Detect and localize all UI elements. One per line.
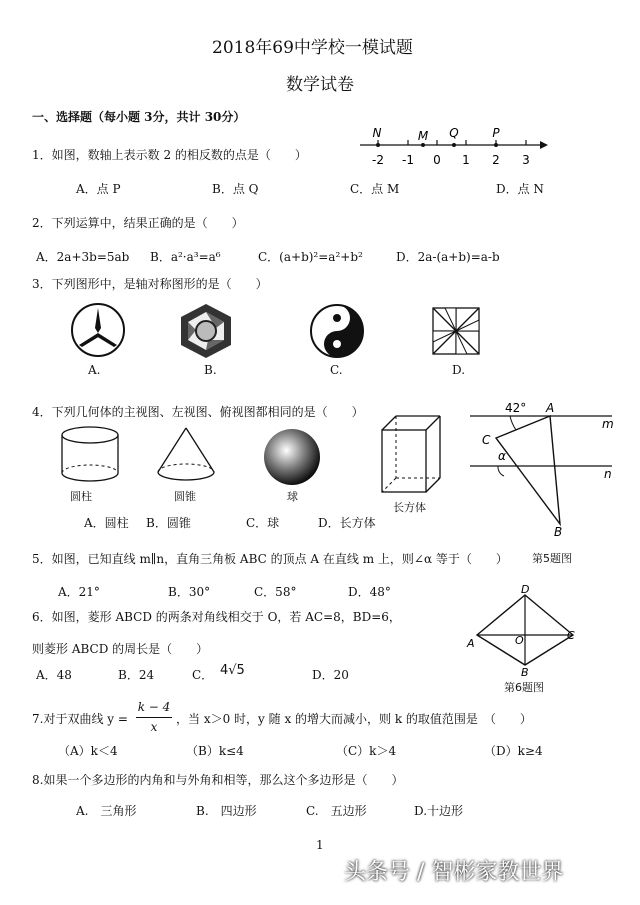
q3-option-b: B. xyxy=(204,363,217,377)
fig5-point-c: C xyxy=(482,433,491,447)
exam-subtitle: 数学试卷 xyxy=(286,75,354,95)
sphere-label: 球 xyxy=(287,490,298,503)
q2-option-d: D．2a-(a+b)=a-b xyxy=(396,250,500,264)
q7-option-c: （C）k＞4 xyxy=(336,744,397,758)
q4-option-d: D．长方体 xyxy=(318,516,376,530)
q8-option-d: D.十边形 xyxy=(414,804,464,818)
tick-label: -2 xyxy=(372,153,384,167)
q1-option-a: A．点 P xyxy=(76,182,121,196)
q4-stem: 4．下列几何体的主视图、左视图、俯视图都相同的是（ ） xyxy=(32,405,364,419)
fig6-point-a: A xyxy=(467,637,475,650)
point-label-m: M xyxy=(417,129,429,143)
q1-option-b: B．点 Q xyxy=(212,182,259,196)
q3-option-c: C. xyxy=(330,363,343,377)
cone-figure xyxy=(152,424,222,486)
number-line-figure xyxy=(350,120,550,170)
q5-option-d: D．48° xyxy=(348,585,391,599)
section-heading: 一、选择题（每小题 3分，共计 30分） xyxy=(32,110,246,124)
q1-option-d: D．点 N xyxy=(496,182,544,196)
q6-stem-line2: 则菱形 ABCD 的周长是（ ） xyxy=(32,642,209,656)
q2-option-c: C．(a+b)²=a²+b² xyxy=(258,250,363,264)
fig6-point-d: D xyxy=(521,583,530,596)
q6-stem-line1: 6．如图，菱形 ABCD 的两条对角线相交于 O，若 AC=8，BD=6， xyxy=(32,610,401,624)
q6-option-a: A．48 xyxy=(36,668,72,682)
q3-option-d: D. xyxy=(452,363,466,377)
fig5-point-b: B xyxy=(554,525,563,539)
q7-fraction-denominator: x xyxy=(150,720,158,734)
fig6-point-o: O xyxy=(515,634,524,647)
q4-option-c: C．球 xyxy=(246,516,280,530)
fig5-alpha: α xyxy=(498,449,506,463)
cuboid-figure xyxy=(378,412,444,498)
q6-option-d: D．20 xyxy=(312,668,349,682)
q8-stem: 8.如果一个多边形的内角和与外角和相等，那么这个多边形是（ ） xyxy=(32,773,404,787)
q1-stem: 1．如图，数轴上表示数 2 的相反数的点是（ ） xyxy=(32,148,307,162)
q6-option-b: B．24 xyxy=(118,668,155,682)
q7-option-a: （A）k＜4 xyxy=(58,744,118,758)
q5-option-a: A．21° xyxy=(58,585,100,599)
point-label-q: Q xyxy=(449,126,459,140)
pinwheel-symbol xyxy=(430,305,484,359)
q5-option-c: C．58° xyxy=(254,585,297,599)
q6-option-c: C． xyxy=(192,668,214,682)
q6-option-c-value: 4√5 xyxy=(220,663,245,678)
mercedes-symbol xyxy=(70,303,130,359)
q8-option-c: C. 五边形 xyxy=(306,804,367,818)
q1-option-c: C．点 M xyxy=(350,182,400,196)
yin-yang-symbol xyxy=(309,304,367,360)
point-label-n: N xyxy=(372,126,382,140)
tick-label: -1 xyxy=(402,153,414,167)
q7-stem-suffix: ，当 x＞0 时，y 随 x 的增大而减小，则 k 的取值范围是 （ ） xyxy=(176,712,532,726)
cylinder-label: 圆柱 xyxy=(70,490,92,503)
exam-title: 2018年69中学校一模试题 xyxy=(212,38,413,58)
fig6-caption: 第6题图 xyxy=(504,681,544,694)
fig5-angle-label: 42° xyxy=(505,401,527,415)
q8-option-a: A. 三角形 xyxy=(76,804,137,818)
q5-option-b: B．30° xyxy=(168,585,211,599)
cylinder-figure xyxy=(58,425,128,487)
q7-option-d: （D）k≥4 xyxy=(484,744,543,758)
hexagon-symbol xyxy=(176,302,236,360)
fig6-point-b: B xyxy=(521,666,529,679)
q2-stem: 2．下列运算中，结果正确的是（ ） xyxy=(32,216,244,230)
q2-option-b: B．a²·a³=a⁶ xyxy=(150,250,221,264)
q4-option-b: B．圆锥 xyxy=(146,516,191,530)
fig5-line-n: n xyxy=(604,467,612,481)
q7-option-b: （B）k≤4 xyxy=(186,744,244,758)
fig5-caption: 第5题图 xyxy=(532,552,572,565)
q7-fraction-bar xyxy=(136,717,172,718)
fig6-point-c: C xyxy=(567,629,575,642)
q4-option-a: A．圆柱 xyxy=(84,516,129,530)
point-label-p: P xyxy=(492,126,500,140)
tick-label: 1 xyxy=(462,153,470,167)
fig6-rhombus xyxy=(465,583,585,679)
q2-option-a: A．2a+3b=5ab xyxy=(36,250,130,264)
q3-option-a: A. xyxy=(88,363,101,377)
fig5-point-a: A xyxy=(546,401,555,415)
tick-label: 2 xyxy=(492,153,500,167)
page-number: 1 xyxy=(316,838,324,852)
tick-label: 3 xyxy=(522,153,530,167)
tick-label: 0 xyxy=(433,153,441,167)
q8-option-b: B. 四边形 xyxy=(196,804,257,818)
cone-label: 圆锥 xyxy=(174,490,196,503)
watermark: 头条号 / 智彬家教世界 xyxy=(344,860,564,885)
fig5-line-m: m xyxy=(602,417,614,431)
cuboid-label: 长方体 xyxy=(393,501,426,514)
q7-stem-prefix: 7.对于双曲线 y = xyxy=(32,712,128,726)
q7-fraction-numerator: k − 4 xyxy=(137,700,171,714)
fig5-parallel-lines xyxy=(460,398,620,538)
q3-stem: 3．下列图形中，是轴对称图形的是（ ） xyxy=(32,277,268,291)
q5-stem: 5．如图，已知直线 m∥n，直角三角板 ABC 的顶点 A 在直线 m 上，则∠α 等于（ ） xyxy=(32,552,508,566)
sphere-figure xyxy=(262,428,324,488)
